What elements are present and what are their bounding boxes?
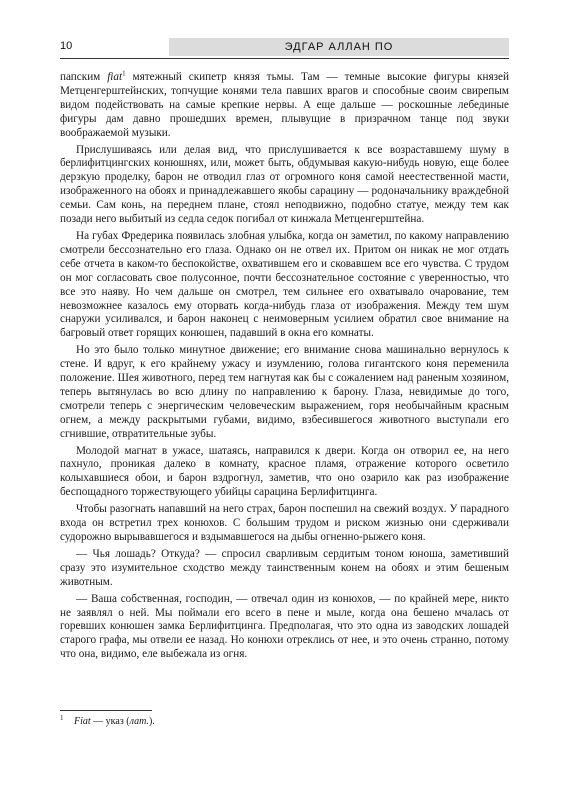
paragraph-3: На губах Фредерика появилась злобная улыбка, когда он заметил, по какому направлению смотрели бессознательно его глаза. Однако он не отвел их. Притом он никак не мог отдать себе отчета в каком-то беспокойстве, охватившем его и сковавшем все его чувства. С трудом он мог согласовать свое полусонное, почти бессознательное состояние с уверенностью, что все это наяву. Но чем дальше он смотрел, тем сильнее его охватывало очарование, тем невозможнее казалось ему оторвать когда-нибудь глаза от изображения. Между тем шум снаружи усиливался, и барон наконец с неимоверным усилием обратил свое внимание на багровый ответ горящих конюшен, падавший в окна его комнаты.	[60, 229, 509, 340]
footnote-reference[interactable]: 1	[122, 69, 126, 78]
footnote-close: ).	[148, 716, 155, 727]
footnote-abbr: лат.	[129, 716, 149, 727]
fiat-term: fiat	[107, 71, 123, 83]
paragraph-1-start: папским	[60, 71, 108, 83]
paragraph-1	[60, 71, 509, 141]
body-text	[60, 71, 509, 662]
page-header	[60, 38, 509, 60]
paragraph-8: — Ваша собственная, господин, — отвечал один из конюхов, — по крайней мере, никто не заявлял о ней. Мы поймали его всего в пене и мыле, когда она бешено мчалась от горевших конюшен замка Берлифитцинга. Предполагая, что это одна из заводских лошадей старого графа, мы отвели ее назад. Но конюхи отреклись от нее, и это очень странно, потому что она, видимо, еле выбежала из огня.	[60, 592, 509, 661]
paragraph-1-rest: мятежный скипетр князя тьмы. Там — темные высокие фигуры князей Метценгерштейнских, топчущие конями тела павших врагов и способные своим свирепым видом подействовать на самые крепкие нервы. А еще дальше — роскошные лебединые фигуры дам давно прошедших времен, плывущие в призрачном танце под звуки воображаемой музыки.	[60, 71, 509, 139]
paragraph-2: Прислушиваясь или делая вид, что прислушивается к все возраставшему шуму в берлифитцингских конюшнях, или, может быть, обдумывая какую-нибудь новую, еще более дерзкую проделку, барон не отводил глаз от огромного коня самой неестественной масти, изображенного на обоях и принадлежавшего якобы сарацину — родоначальнику враждебной семьи. Сам конь, на переднем плане, стоял неподвижно, подобно статуе, между тем как позади него выбитый из седла седок погибал от кинжала Метценгерштейна.	[60, 143, 509, 226]
paragraph-5: Молодой магнат в ужасе, шатаясь, направился к двери. Когда он отворил ее, на него пахнуло, проникая далеко в комнату, красное пламя, отражение которого осветило колыхавшиеся обои, и барон вздрогнул, заметив, что оно озарило как раз изображение беспощадного торжествующего убийцы сарацина Берлифитцинга.	[60, 444, 509, 499]
header-rule	[60, 58, 509, 59]
page-number: 10	[60, 40, 73, 52]
footnote-term: Fiat	[74, 716, 91, 727]
paragraph-4: Но это было только минутное движение; его внимание снова машинально вернулось к стене. И вдруг, к его крайнему ужасу и изумлению, голова гигантского коня переменила положение. Шея животного, перед тем нагнутая как бы с сожалением над раненым хозяином, теперь вытянулась во всю длину по направлению к барону. Глаза, невидимые до того, смотрели теперь с энергическим человеческим выражением, горя необычайным красным огнем, а между раскрытыми губами, видимо, взбесившегося животного выступали его сгнившие, отвратительные зубы.	[60, 344, 509, 440]
paragraph-7: — Чья лошадь? Откуда? — спросил сварливым сердитым тоном юноша, заметивший сразу это изумительное сходство между таинственным конем на обоях и этим бешеным животным.	[60, 547, 509, 588]
paragraph-6: Чтобы разогнать напавший на него страх, барон поспешил на свежий воздух. У парадного входа он встретил трех конюхов. С большим трудом и риском жизнью они сдерживали судорожно вырывавшегося и вздымавшегося на дыбы огненно-рыжего коня.	[60, 503, 509, 543]
running-title: ЭДГАР АЛЛАН ПО	[169, 38, 509, 56]
footnote-text: — указ (	[90, 716, 130, 727]
footnote-rule	[60, 710, 152, 711]
footnote: 1 Fiat — указ (лат.).	[60, 713, 155, 727]
